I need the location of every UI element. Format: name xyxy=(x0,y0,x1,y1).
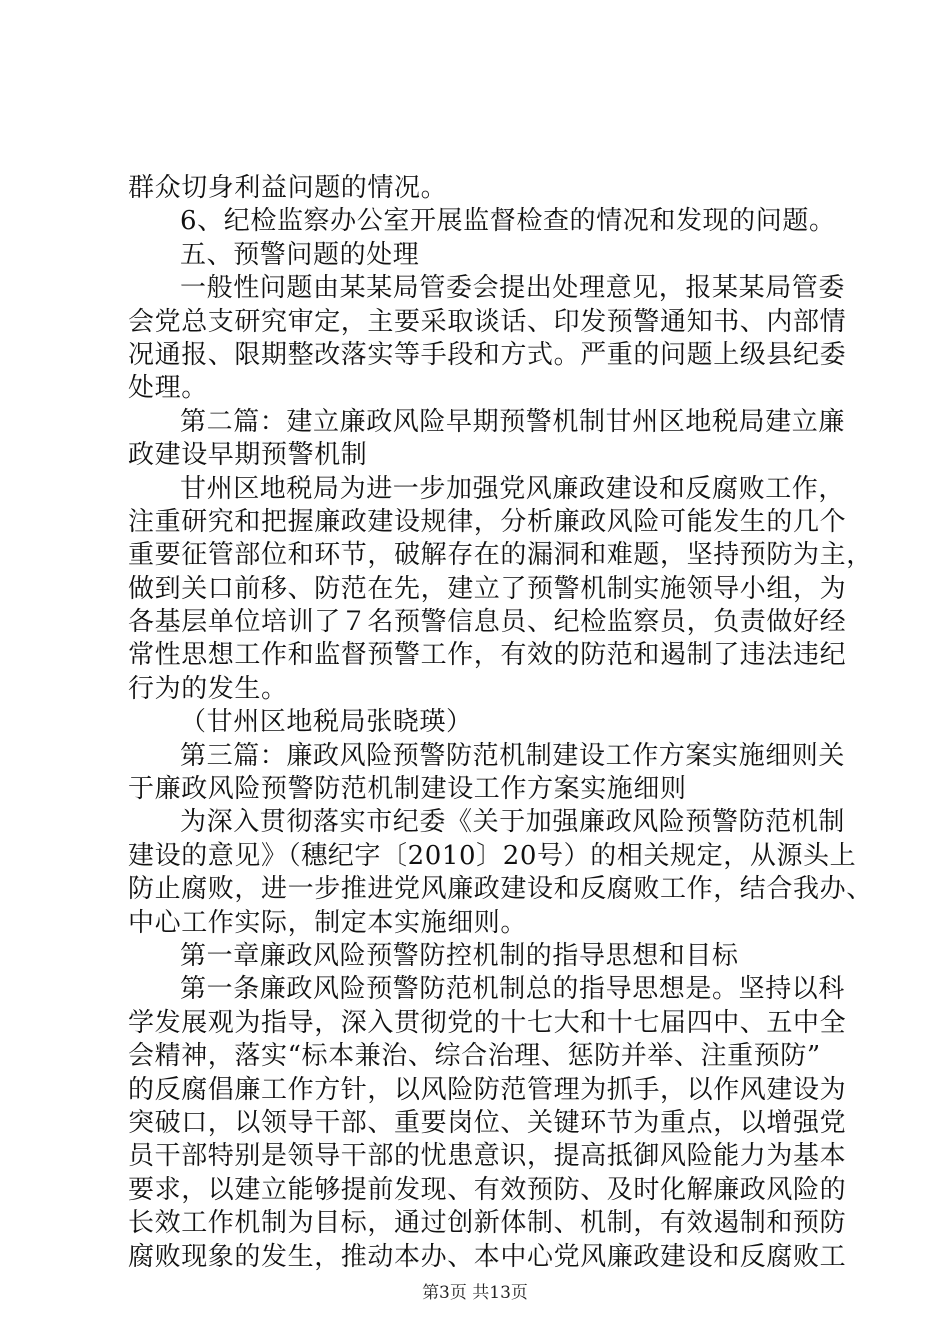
text-line: 况通报、限期整改落实等手段和方式。严重的问题上级县纪委 xyxy=(128,339,847,370)
text-line: 会精神，落实“标本兼治、综合治理、惩防并举、注重预防” xyxy=(128,1041,821,1072)
text-line: 一般性问题由某某局管委会提出处理意见，报某某局管委 xyxy=(180,273,846,304)
text-line: 为深入贯彻落实市纪委《关于加强廉政风险预警防范机制 xyxy=(180,807,846,838)
text-line: 会党总支研究审定，主要采取谈话、印发预警通知书、内部情 xyxy=(128,306,847,337)
text-line: 第二篇：建立廉政风险早期预警机制甘州区地税局建立廉 xyxy=(180,406,846,437)
text-line: 注重研究和把握廉政建设规律，分析廉政风险可能发生的几个 xyxy=(128,506,847,537)
text-line: 第一条廉政风险预警防范机制总的指导思想是。坚持以科 xyxy=(180,974,846,1005)
text-line: 政建设早期预警机制 xyxy=(128,440,368,471)
text-line: 常性思想工作和监督预警工作，有效的防范和遏制了违法违纪 xyxy=(128,640,847,671)
text-line: 群众切身利益问题的情况。 xyxy=(128,173,448,203)
text-line: 重要征管部位和环节，破解存在的漏洞和难题，坚持预防为主， xyxy=(128,540,873,571)
text-line: 建设的意见》（穗纪字〔2010〕20号）的相关规定，从源头上 xyxy=(128,840,857,871)
text-line: 于廉政风险预警防范机制建设工作方案实施细则 xyxy=(128,774,687,805)
text-line: 要求，以建立能够提前发现、有效预防、及时化解廉政风险的 xyxy=(128,1174,847,1205)
text-line: 长效工作机制为目标，通过创新体制、机制，有效遏制和预防 xyxy=(128,1208,847,1239)
text-line: 做到关口前移、防范在先，建立了预警机制实施领导小组，为 xyxy=(128,573,847,604)
text-line: 的反腐倡廉工作方针，以风险防范管理为抓手，以作风建设为 xyxy=(128,1074,847,1105)
text-line: 五、预警问题的处理 xyxy=(180,239,420,270)
text-line: 行为的发生。 xyxy=(128,673,288,704)
text-line: 中心工作实际，制定本实施细则。 xyxy=(128,907,528,938)
text-line: 第一章廉政风险预警防控机制的指导思想和目标 xyxy=(180,940,739,971)
document-body xyxy=(128,172,873,1274)
text-line: 突破口，以领导干部、重要岗位、关键环节为重点，以增强党 xyxy=(128,1107,847,1138)
page-footer: 第3页 共13页 xyxy=(422,1283,528,1303)
text-line: 员干部特别是领导干部的忧患意识，提高抵御风险能力为基本 xyxy=(128,1141,847,1172)
text-line: 第三篇：廉政风险预警防范机制建设工作方案实施细则关 xyxy=(180,740,846,771)
text-line: 6、纪检监察办公室开展监督检查的情况和发现的问题。 xyxy=(180,206,836,237)
text-line: 处理。 xyxy=(128,373,208,404)
text-line: （甘州区地税局张晓瑛） xyxy=(180,707,473,738)
text-line: 各基层单位培训了７名预警信息员、纪检监察员，负责做好经 xyxy=(128,607,847,638)
text-line: 腐败现象的发生，推动本办、本中心党风廉政建设和反腐败工 xyxy=(128,1241,847,1272)
text-line: 甘州区地税局为进一步加强党风廉政建设和反腐败工作， xyxy=(180,473,846,504)
text-line: 学发展观为指导，深入贯彻党的十七大和十七届四中、五中全 xyxy=(128,1007,847,1038)
text-line: 防止腐败，进一步推进党风廉政建设和反腐败工作，结合我办、 xyxy=(128,874,873,905)
